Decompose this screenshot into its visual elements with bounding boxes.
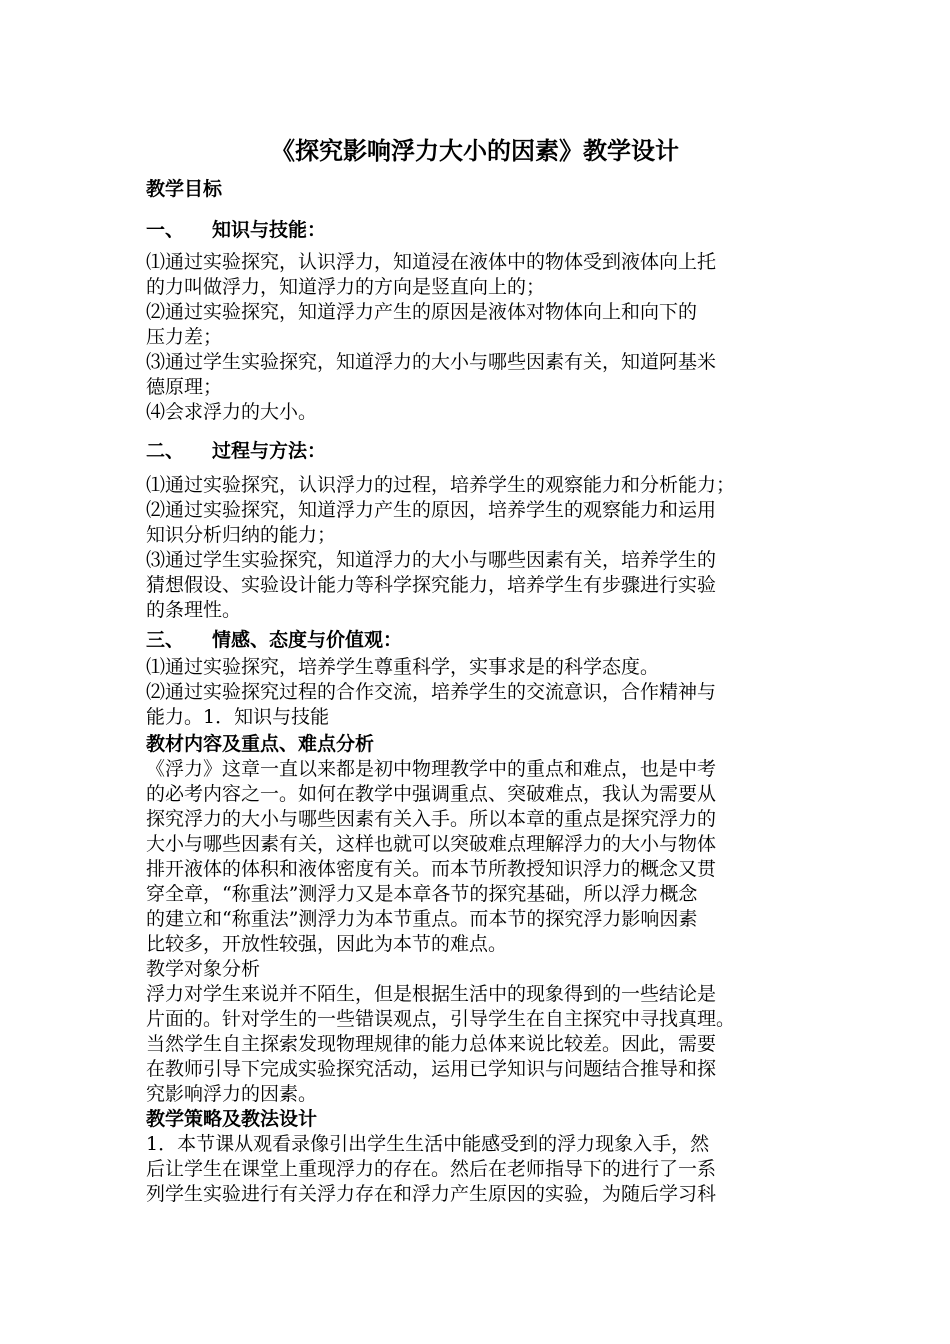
text-line: 穿全章，“称重法”测浮力又是本章各节的探究基础，所以浮力概念 [146,883,698,905]
section2-title: 过程与方法： [212,440,327,462]
objectives-heading: 教学目标 [146,178,223,200]
text-line: 知识分析归纳的能力； [146,524,337,546]
text-line: 猜想假设、实验设计能力等科学探究能力，培养学生有步骤进行实验 [146,574,717,596]
analysis-body [146,757,826,957]
text-line: ⑴通过实验探究，认识浮力的过程，培养学生的观察能力和分析能力； [146,474,736,496]
section3-heading [146,627,402,653]
text-line: 排开液体的体积和液体密度有关。而本节所教授知识浮力的概念又贯 [146,858,717,880]
text-line: 的建立和“称重法”测浮力为本节重点。而本节的探究浮力影响因素 [146,908,698,930]
text-line: ⑶通过学生实验探究，知道浮力的大小与哪些因素有关，知道阿基米 [146,351,717,373]
analysis-heading: 教材内容及重点、难点分析 [146,733,375,755]
section1-heading [146,217,326,243]
text-line: 在教师引导下完成实验探究活动，运用已学知识与问题结合推导和探 [146,1058,717,1080]
text-line: 《浮力》这章一直以来都是初中物理教学中的重点和难点，也是中考 [146,758,717,780]
strategy-heading: 教学策略及教法设计 [146,1108,318,1130]
text-line: 的力叫做浮力，知道浮力的方向是竖直向上的； [146,276,546,298]
students-heading: 教学对象分析 [146,958,261,980]
text-line: 后让学生在课堂上重现浮力的存在。然后在老师指导下的进行了一系 [146,1158,717,1180]
section3-body [146,655,826,730]
text-line: 列学生实验进行有关浮力存在和浮力产生原因的实验，为随后学习科 [146,1183,717,1205]
text-line: 探究浮力的大小与哪些因素有关入手。所以本章的重点是探究浮力的 [146,808,717,830]
text-line: ⑶通过学生实验探究，知道浮力的大小与哪些因素有关，培养学生的 [146,549,717,571]
section1-body [146,250,826,425]
section2-number: 二、 [146,440,185,462]
text-line: ⑷会求浮力的大小。 [146,401,318,423]
students-section [146,957,826,1107]
section2-body [146,473,826,623]
section3-title: 情感、态度与价值观： [212,629,403,651]
text-line: 片面的。针对学生的一些错误观点，引导学生在自主探究中寻找真理。 [146,1008,736,1030]
text-line: 大小与哪些因素有关，这样也就可以突破难点理解浮力的大小与物体 [146,833,717,855]
text-line: 能力。1．知识与技能 [146,706,330,728]
text-line: ⑵通过实验探究，知道浮力产生的原因是液体对物体向上和向下的 [146,301,698,323]
text-line: ⑵通过实验探究，知道浮力产生的原因，培养学生的观察能力和运用 [146,499,717,521]
text-line: 当然学生自主探索发现物理规律的能力总体来说比较差。因此，需要 [146,1033,717,1055]
document-title: 《探究影响浮力大小的因素》教学设计 [271,137,679,165]
strategy-body [146,1132,826,1207]
text-line: ⑴通过实验探究，培养学生尊重科学，实事求是的科学态度。 [146,656,660,678]
text-line: 1．本节课从观看录像引出学生生活中能感受到的浮力现象入手，然 [146,1133,710,1155]
section1-number: 一、 [146,219,185,241]
text-line: 比较多，开放性较强，因此为本节的难点。 [146,933,508,955]
section2-heading [146,438,326,464]
text-line: 德原理； [146,376,223,398]
text-line: 究影响浮力的因素。 [146,1083,318,1105]
text-line: 的条理性。 [146,599,242,621]
section1-title: 知识与技能： [212,219,327,241]
section3-number: 三、 [146,629,185,651]
text-line: 浮力对学生来说并不陌生，但是根据生活中的现象得到的一些结论是 [146,983,717,1005]
text-line: 压力差； [146,326,223,348]
text-line: 的必考内容之一。如何在教学中强调重点、突破难点，我认为需要从 [146,783,717,805]
text-line: ⑴通过实验探究，认识浮力，知道浸在液体中的物体受到液体向上托 [146,251,717,273]
text-line: ⑵通过实验探究过程的合作交流，培养学生的交流意识，合作精神与 [146,681,717,703]
